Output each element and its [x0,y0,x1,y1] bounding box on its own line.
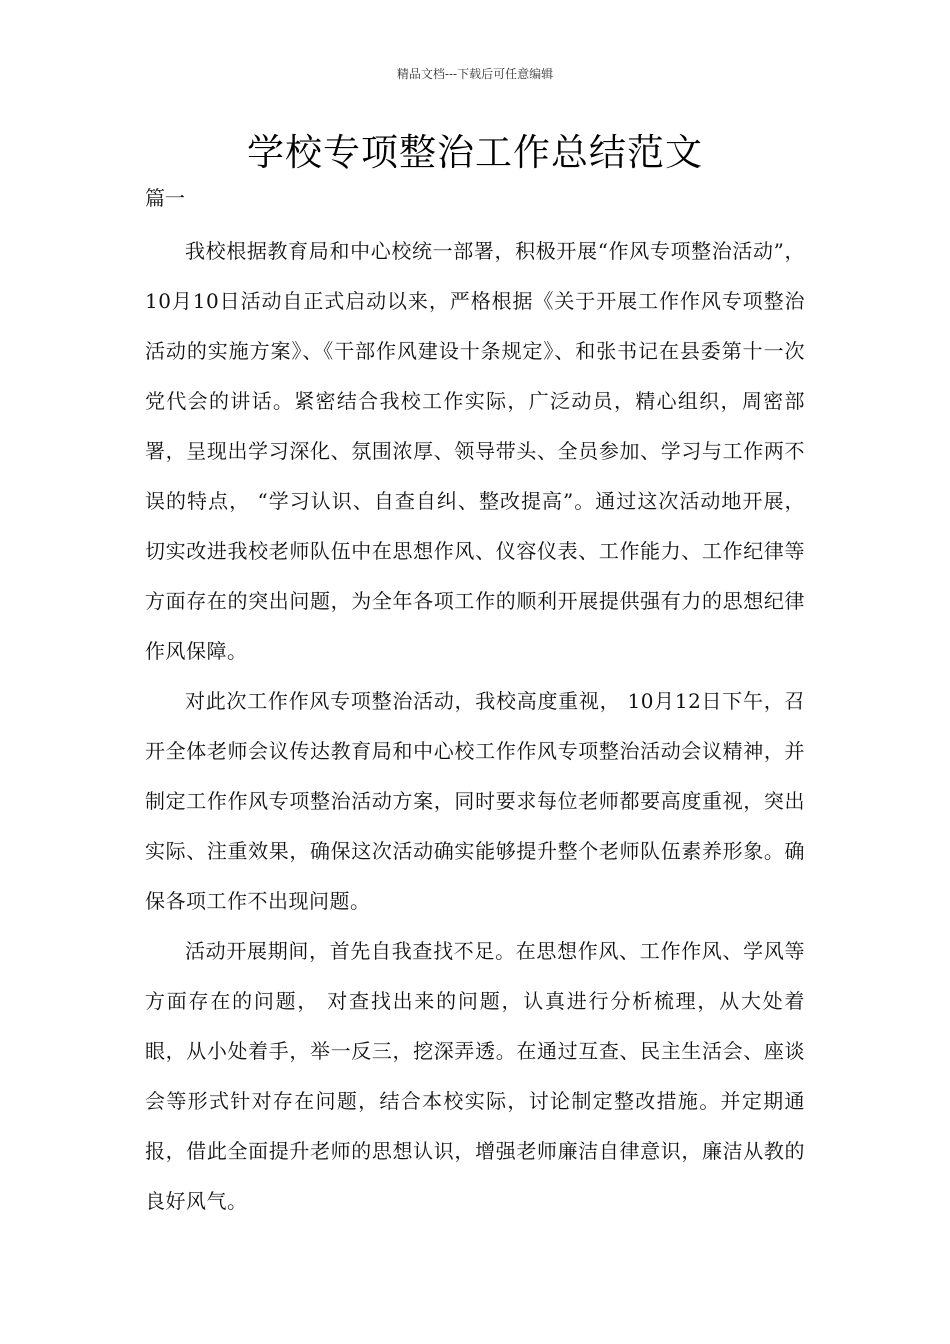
section-label: 篇一 [145,186,185,210]
paragraph: 活动开展期间，首先自我查找不足。在思想作风、工作作风、学风等方面存在的问题， 对查找出来的问题，认真进行分析梳理，从大处着眼，从小处着手，举一反三，挖深弄透。在通过互查、民主生活会、座谈会等形式针对存在问题，结合本校实际，讨论制定整改措施。并定期通报，借此全面提升老师的思想认识，增强老师廉洁自律意识，廉洁从教的良好风气。 [145,939,805,1213]
document-body [145,226,805,1226]
document-title: 学校专项整治工作总结范文 [247,131,703,174]
paragraph: 我校根据教育局和中心校统一部署，积极开展“作风专项整治活动”，10月10日活动自正式启动以来，严格根据《关于开展工作作风专项整治活动的实施方案》、《干部作风建设十条规定》、和张书记在县委第十一次党代会的讲话。紧密结合我校工作实际，广泛动员，精心组织，周密部署，呈现出学习深化、氛围浓厚、领导带头、全员参加、学习与工作两不误的特点， “学习认识、自查自纠、整改提高”。通过这次活动地开展，切实改进我校老师队伍中在思想作风、仪容仪表、工作能力、工作纪律等方面存在的突出问题，为全年各项工作的顺利开展提供强有力的思想纪律作风保障。 [145,239,805,663]
paragraph: 对此次工作作风专项整治活动，我校高度重视， 10月12日下午，召开全体老师会议传达教育局和中心校工作作风专项整治活动会议精神，并制定工作作风专项整治活动方案，同时要求每位老师都要高度重视，突出实际、注重效果，确保这次活动确实能够提升整个老师队伍素养形象。确保各项工作不出现问题。 [145,689,805,913]
header-note: 精品文档---下载后可任意编辑 [396,67,554,81]
